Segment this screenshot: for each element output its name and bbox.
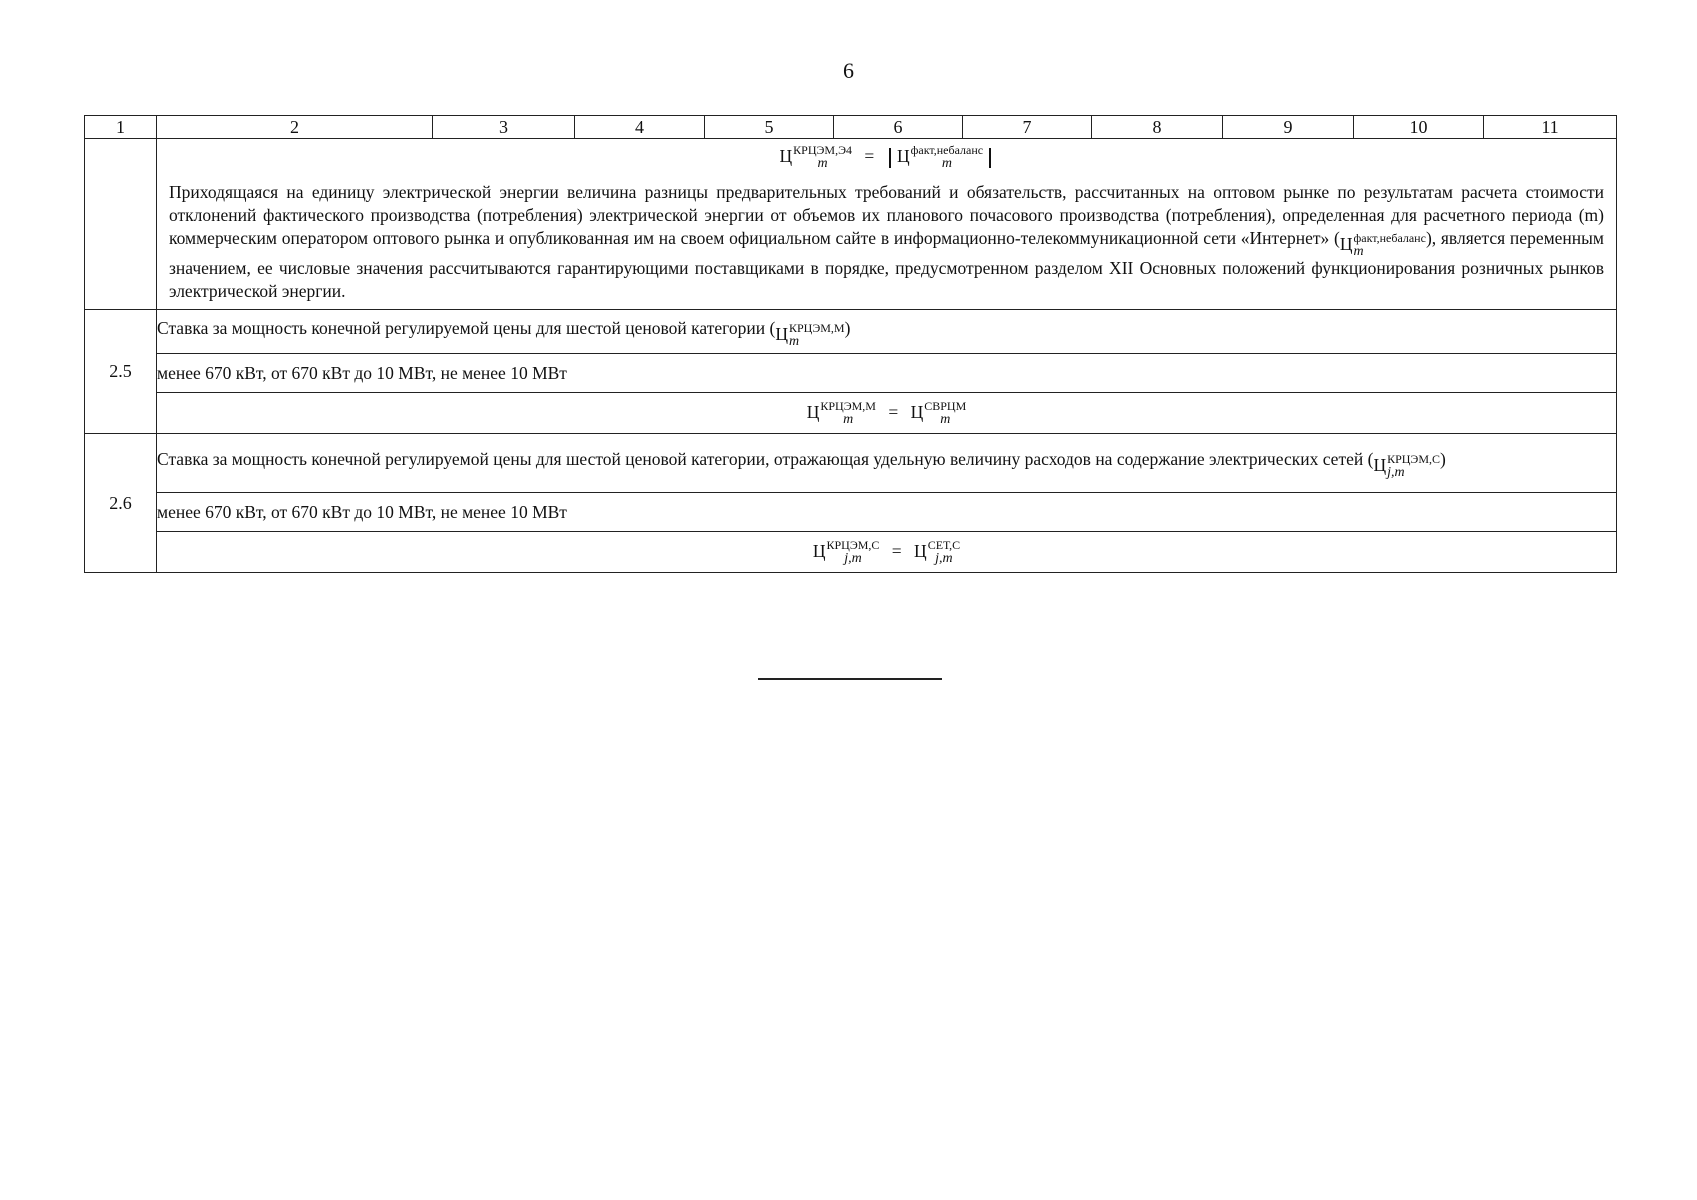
symbol-sub: m [940,412,951,427]
header-col-6: 6 [834,116,963,139]
row-2-6-ranges: менее 670 кВт, от 670 кВт до 10 МВт, не менее 10 МВт [157,493,1617,532]
abs-bar-left [889,148,891,168]
symbol-sub: j,m [844,551,862,566]
header-col-7: 7 [963,116,1092,139]
header-col-8: 8 [1092,116,1223,139]
symbol-base: Ц [806,402,820,422]
row-2-6-title [157,434,1617,493]
symbol-base: Ц [910,402,924,422]
paragraph-text-2: ), является переменным значением, ее числовые значения рассчитываются гарантирующими поставщиками в порядке, предусмотренном разделом XII Основных положений функционирования розничных рынков электрической энергии. [169,228,1604,301]
symbol-sup: КРЦЭМ,С [1387,452,1441,466]
symbol-sup: КРЦЭМ,М [820,399,876,413]
equals-sign: = [888,402,899,422]
row-2-4-content [157,139,1617,310]
row-number-empty [85,139,157,310]
header-col-9: 9 [1223,116,1354,139]
symbol-base: Ц [779,146,793,166]
equals-sign: = [891,541,902,561]
header-col-1: 1 [85,116,157,139]
header-col-5: 5 [705,116,834,139]
table-row [85,139,1617,310]
symbol-base: Ц [812,541,826,561]
symbol-sup: СЕТ,С [927,538,961,552]
header-col-3: 3 [433,116,575,139]
row-2-5-title [157,310,1617,354]
page-number: 6 [843,58,854,83]
description-paragraph [157,175,1616,309]
symbol-sub: m [941,156,952,171]
symbol-base: Ц [897,146,910,166]
table-row [85,493,1617,532]
formula-rhs [897,145,983,169]
symbol-sub: j,m [1387,465,1405,480]
table-row [85,310,1617,354]
title-text: Ставка за мощность конечной регулируемой цены для шестой ценовой категории ( [157,317,776,338]
title-close: ) [844,317,851,338]
symbol-sup: КРЦЭМ,С [826,538,880,552]
row-number: 2.5 [85,310,157,434]
header-col-2: 2 [157,116,433,139]
symbol-sub: j,m [935,551,953,566]
inline-symbol [1373,454,1440,478]
formula-rhs [911,401,967,425]
header-col-4: 4 [575,116,705,139]
symbol-base: Ц [914,541,927,561]
tariff-table [84,115,1617,573]
symbol-base: Ц [1339,234,1353,254]
header-row [85,116,1617,139]
paragraph-text-1: Приходящаяся на единицу электрической энергии величина разницы предварительных требований и обязательств, рассчитанных на оптовом рынке по результатам расчета стоимости отклонений фактического производства (потребления) электрической энергии от объемов их планового почасового производства (потребления), определенная для расчетного периода (m) коммерческим оператором оптового рынка и опубликованная им на своем официальном сайте в информационно-телекоммуникационной сети «Интернет» ( [169,182,1604,248]
title-close: ) [1440,449,1446,469]
equals-sign: = [864,146,875,166]
symbol-sup: СВРЦМ [924,399,967,413]
closing-rule [758,678,942,680]
symbol-sup: КРЦЭМ,Э4 [793,143,852,157]
header-col-10: 10 [1354,116,1484,139]
table-row [85,393,1617,434]
row-number: 2.6 [85,434,157,573]
title-text: Ставка за мощность конечной регулируемой цены для шестой ценовой категории, отражающая удельную величину расходов на содержание электрических сетей ( [157,449,1374,469]
symbol-sup: факт,небаланс [910,143,984,157]
symbol-sup: факт,небаланс [1353,231,1426,245]
table-row [85,434,1617,493]
symbol-sub: m [843,412,854,427]
formula-c [157,532,1617,573]
formula-e4 [157,139,1616,175]
inline-symbol [1340,233,1426,257]
table-row [85,532,1617,573]
symbol-base: Ц [775,323,788,344]
header-col-11: 11 [1484,116,1617,139]
symbol-sup: КРЦЭМ,М [788,320,845,335]
symbol-sub: m [817,156,828,171]
inline-symbol [775,320,845,349]
symbol-sub: m [1353,244,1364,259]
row-2-5-ranges: менее 670 кВт, от 670 кВт до 10 МВт, не менее 10 МВт [157,354,1617,393]
formula-rhs [914,540,960,564]
symbol-sub: m [788,333,800,349]
symbol-base: Ц [1373,455,1387,475]
abs-bar-right [989,148,991,168]
formula-lhs [780,145,853,169]
formula-lhs [807,401,876,425]
table-row [85,354,1617,393]
formula-lhs [813,540,880,564]
formula-m [157,393,1617,434]
